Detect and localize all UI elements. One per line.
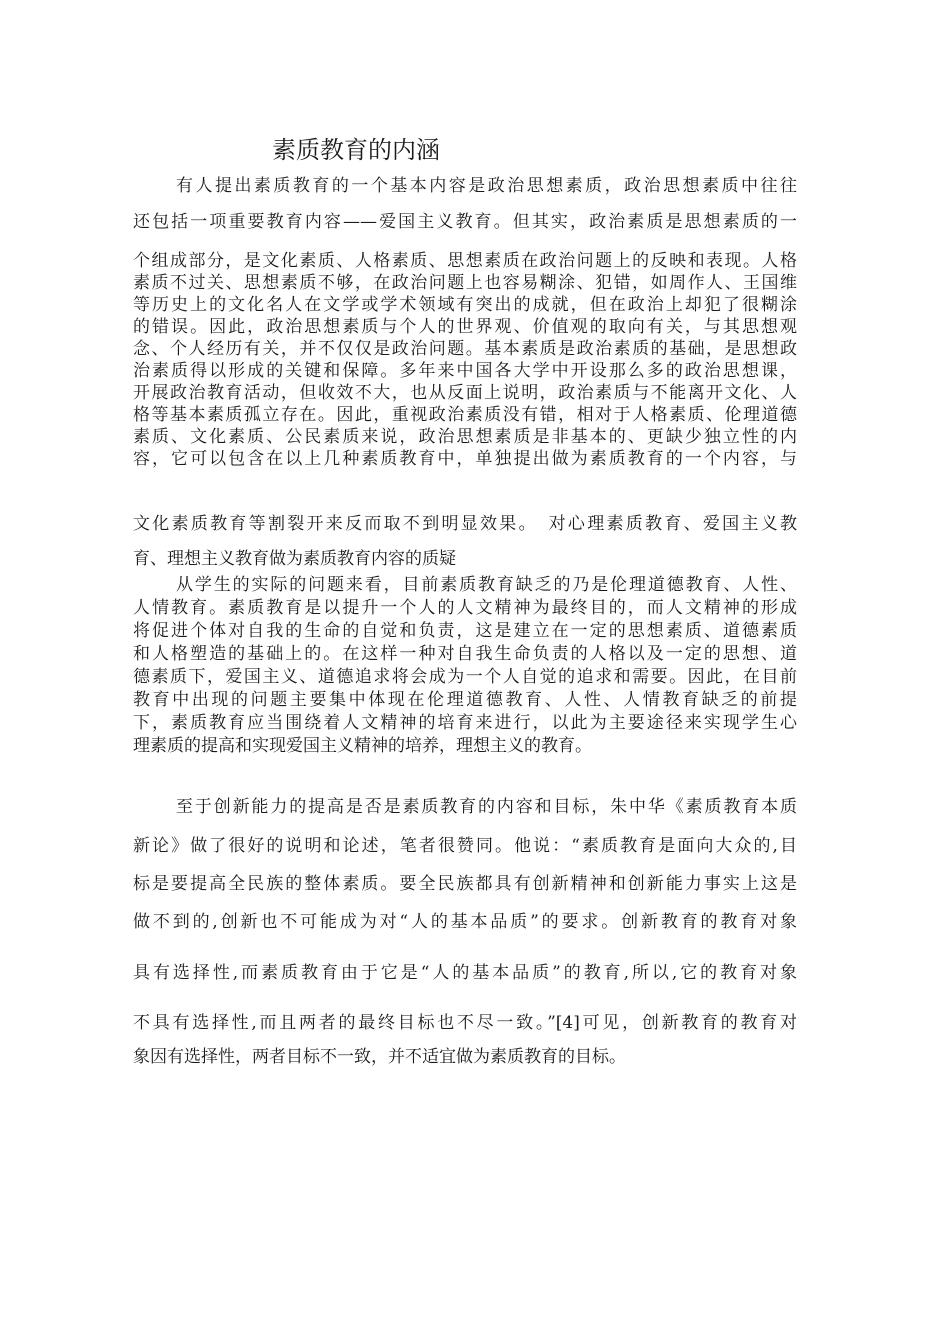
paragraph-line: 有人提出素质教育的一个基本内容是政治思想素质，政治思想素质中往往	[176, 176, 797, 196]
paragraph-line: 的错误。因此，政治思想素质与个人的世界观、价值观的取向有关，与其思想观	[133, 317, 797, 337]
paragraph-line: 个组成部分，是文化素质、人格素质、思想素质在政治问题上的反映和表现。人格	[133, 251, 797, 271]
paragraph-line: 治素质得以形成的关键和保障。多年来中国各大学中开设那么多的政治思想课，	[133, 361, 797, 381]
document-title: 素质教育的内涵	[272, 136, 440, 164]
paragraph-line: 格等基本素质孤立存在。因此，重视政治素质没有错，相对于人格素质、伦理道德	[133, 405, 797, 425]
paragraph-line: 理素质的提高和实现爱国主义精神的培养，理想主义的教育。	[133, 736, 592, 756]
paragraph-line: 开展政治教育活动，但收效不大，也从反面上说明，政治素质与不能离开文化、人	[133, 383, 797, 403]
paragraph-line: 容，它可以包含在以上几种素质教育中，单独提出做为素质教育的一个内容，与	[133, 449, 797, 469]
paragraph-line: 将促进个体对自我的生命的自觉和负责，这是建立在一定的思想素质、道德素质	[133, 621, 797, 641]
paragraph-line: 文化素质教育等割裂开来反而取不到明显效果。 对心理素质教育、爱国主义教	[133, 514, 797, 534]
paragraph-line: 念、个人经历有关，并不仅仅是政治问题。基本素质是政治素质的基础，是思想政	[133, 339, 797, 359]
paragraph-line: 素质、文化素质、公民素质来说，政治思想素质是非基本的、更缺少独立性的内	[133, 427, 797, 447]
paragraph-line: 教育中出现的问题主要集中体现在伦理道德教育、人性、人情教育缺乏的前提	[133, 690, 797, 710]
paragraph-line: 还包括一项重要教育内容——爱国主义教育。但其实，政治素质是思想素质的一	[133, 212, 797, 232]
paragraph-line: 德素质下，爱国主义、道德追求将会成为一个人自觉的追求和需要。因此，在目前	[133, 667, 797, 687]
paragraph-line: 人情教育。素质教育是以提升一个人的人文精神为最终目的，而人文精神的形成	[133, 598, 797, 618]
paragraph-line: 下，素质教育应当围绕着人文精神的培育来进行，以此为主要途径来实现学生心	[133, 713, 797, 733]
paragraph-line: 至于创新能力的提高是否是素质教育的内容和目标，朱中华《素质教育本质	[176, 797, 797, 817]
paragraph-line: 从学生的实际的问题来看，目前素质教育缺乏的乃是伦理道德教育、人性、	[176, 575, 797, 595]
paragraph-line: 不具有选择性,而且两者的最终目标也不尽一致。”[4]可见，创新教育的教育对	[133, 1013, 797, 1033]
paragraph-line: 标是要提高全民族的整体素质。要全民族都具有创新精神和创新能力事实上这是	[133, 874, 797, 894]
paragraph-line: 做不到的,创新也不可能成为对“人的基本品质”的要求。创新教育的教育对象	[133, 912, 797, 932]
paragraph-line: 和人格塑造的基础上的。在这样一种对自我生命负责的人格以及一定的思想、道	[133, 644, 797, 664]
paragraph-line: 素质不过关、思想素质不够，在政治问题上也容易糊涂、犯错，如周作人、王国维	[133, 273, 797, 293]
paragraph-line: 具有选择性,而素质教育由于它是“人的基本品质”的教育,所以,它的教育对象	[133, 963, 797, 983]
paragraph-line: 等历史上的文化名人在文学或学术领域有突出的成就，但在政治上却犯了很糊涂	[133, 295, 797, 315]
paragraph-line: 象因有选择性，两者目标不一致，并不适宜做为素质教育的目标。	[133, 1047, 626, 1067]
paragraph-line: 育、理想主义教育做为素质教育内容的质疑	[133, 549, 456, 569]
paragraph-line: 新论》做了很好的说明和论述，笔者很赞同。他说：“素质教育是面向大众的,目	[133, 836, 797, 856]
